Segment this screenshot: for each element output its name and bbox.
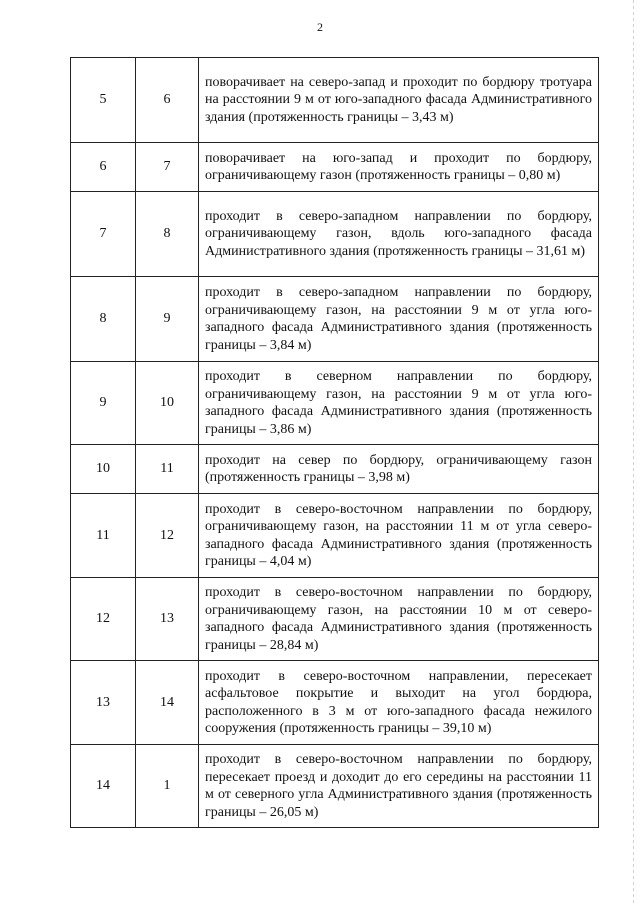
to-point-cell: 10 [136,362,199,445]
table-row [71,58,599,143]
boundary-description-cell: проходит в северо-восточном направлении по бордюру, ограничивающему газон, на расстоянии 10 м от северо-западного фасада Административного здания (протяженность границы – 28,84 м) [199,578,599,661]
to-point-cell: 7 [136,143,199,192]
from-point-cell: 9 [71,362,136,445]
boundary-table [70,57,599,828]
from-point-cell: 12 [71,578,136,661]
table-row [71,192,599,277]
table-row [71,578,599,661]
page-number: 2 [317,20,323,34]
boundary-description-cell: поворачивает на северо-запад и проходит по бордюру тротуара на расстоянии 9 м от юго-западного фасада Административного здания (протяженность границы – 3,43 м) [199,58,599,143]
boundary-description-cell: проходит в северо-восточном направлении, пересекает асфальтовое покрытие и выходит на угол бордюра, расположенного в 3 м от юго-западного фасада нежилого сооружения (протяженность границы – 39,10 м) [199,661,599,745]
to-point-cell: 8 [136,192,199,277]
to-point-cell: 9 [136,277,199,362]
table-row [71,494,599,578]
from-point-cell: 5 [71,58,136,143]
from-point-cell: 7 [71,192,136,277]
table-row [71,143,599,192]
boundary-description-cell: проходит в северо-восточном направлении по бордюру, ограничивающему газон, на расстоянии 11 м от угла северо-западного фасада Административного здания (протяженность границы – 4,04 м) [199,494,599,578]
to-point-cell: 1 [136,745,199,828]
table-row [71,362,599,445]
from-point-cell: 11 [71,494,136,578]
from-point-cell: 14 [71,745,136,828]
boundary-description-cell: проходит в северо-восточном направлении по бордюру, пересекает проезд и доходит до его середины на расстоянии 11 м от северного угла Административного здания (протяженность границы – 26,05 м) [199,745,599,828]
to-point-cell: 12 [136,494,199,578]
to-point-cell: 11 [136,445,199,494]
boundary-description-cell: проходит в северо-западном направлении по бордюру, ограничивающему газон, на расстоянии 9 м от угла юго-западного фасада Административного здания (протяженность границы – 3,84 м) [199,277,599,362]
scan-edge-line [633,0,634,905]
boundary-description-cell: проходит в северо-западном направлении по бордюру, ограничивающему газон, вдоль юго-западного фасада Административного здания (протяженность границы – 31,61 м) [199,192,599,277]
table-row [71,277,599,362]
table-row [71,745,599,828]
from-point-cell: 8 [71,277,136,362]
from-point-cell: 10 [71,445,136,494]
table-row [71,661,599,745]
to-point-cell: 14 [136,661,199,745]
boundary-description-cell: проходит в северном направлении по бордюру, ограничивающему газон, на расстоянии 9 м от угла юго-западного фасада Административного здания (протяженность границы – 3,86 м) [199,362,599,445]
to-point-cell: 6 [136,58,199,143]
table-row [71,445,599,494]
to-point-cell: 13 [136,578,199,661]
from-point-cell: 6 [71,143,136,192]
from-point-cell: 13 [71,661,136,745]
boundary-description-cell: проходит на север по бордюру, ограничивающему газон (протяженность границы – 3,98 м) [199,445,599,494]
boundary-description-cell: поворачивает на юго-запад и проходит по бордюру, ограничивающему газон (протяженность границы – 0,80 м) [199,143,599,192]
